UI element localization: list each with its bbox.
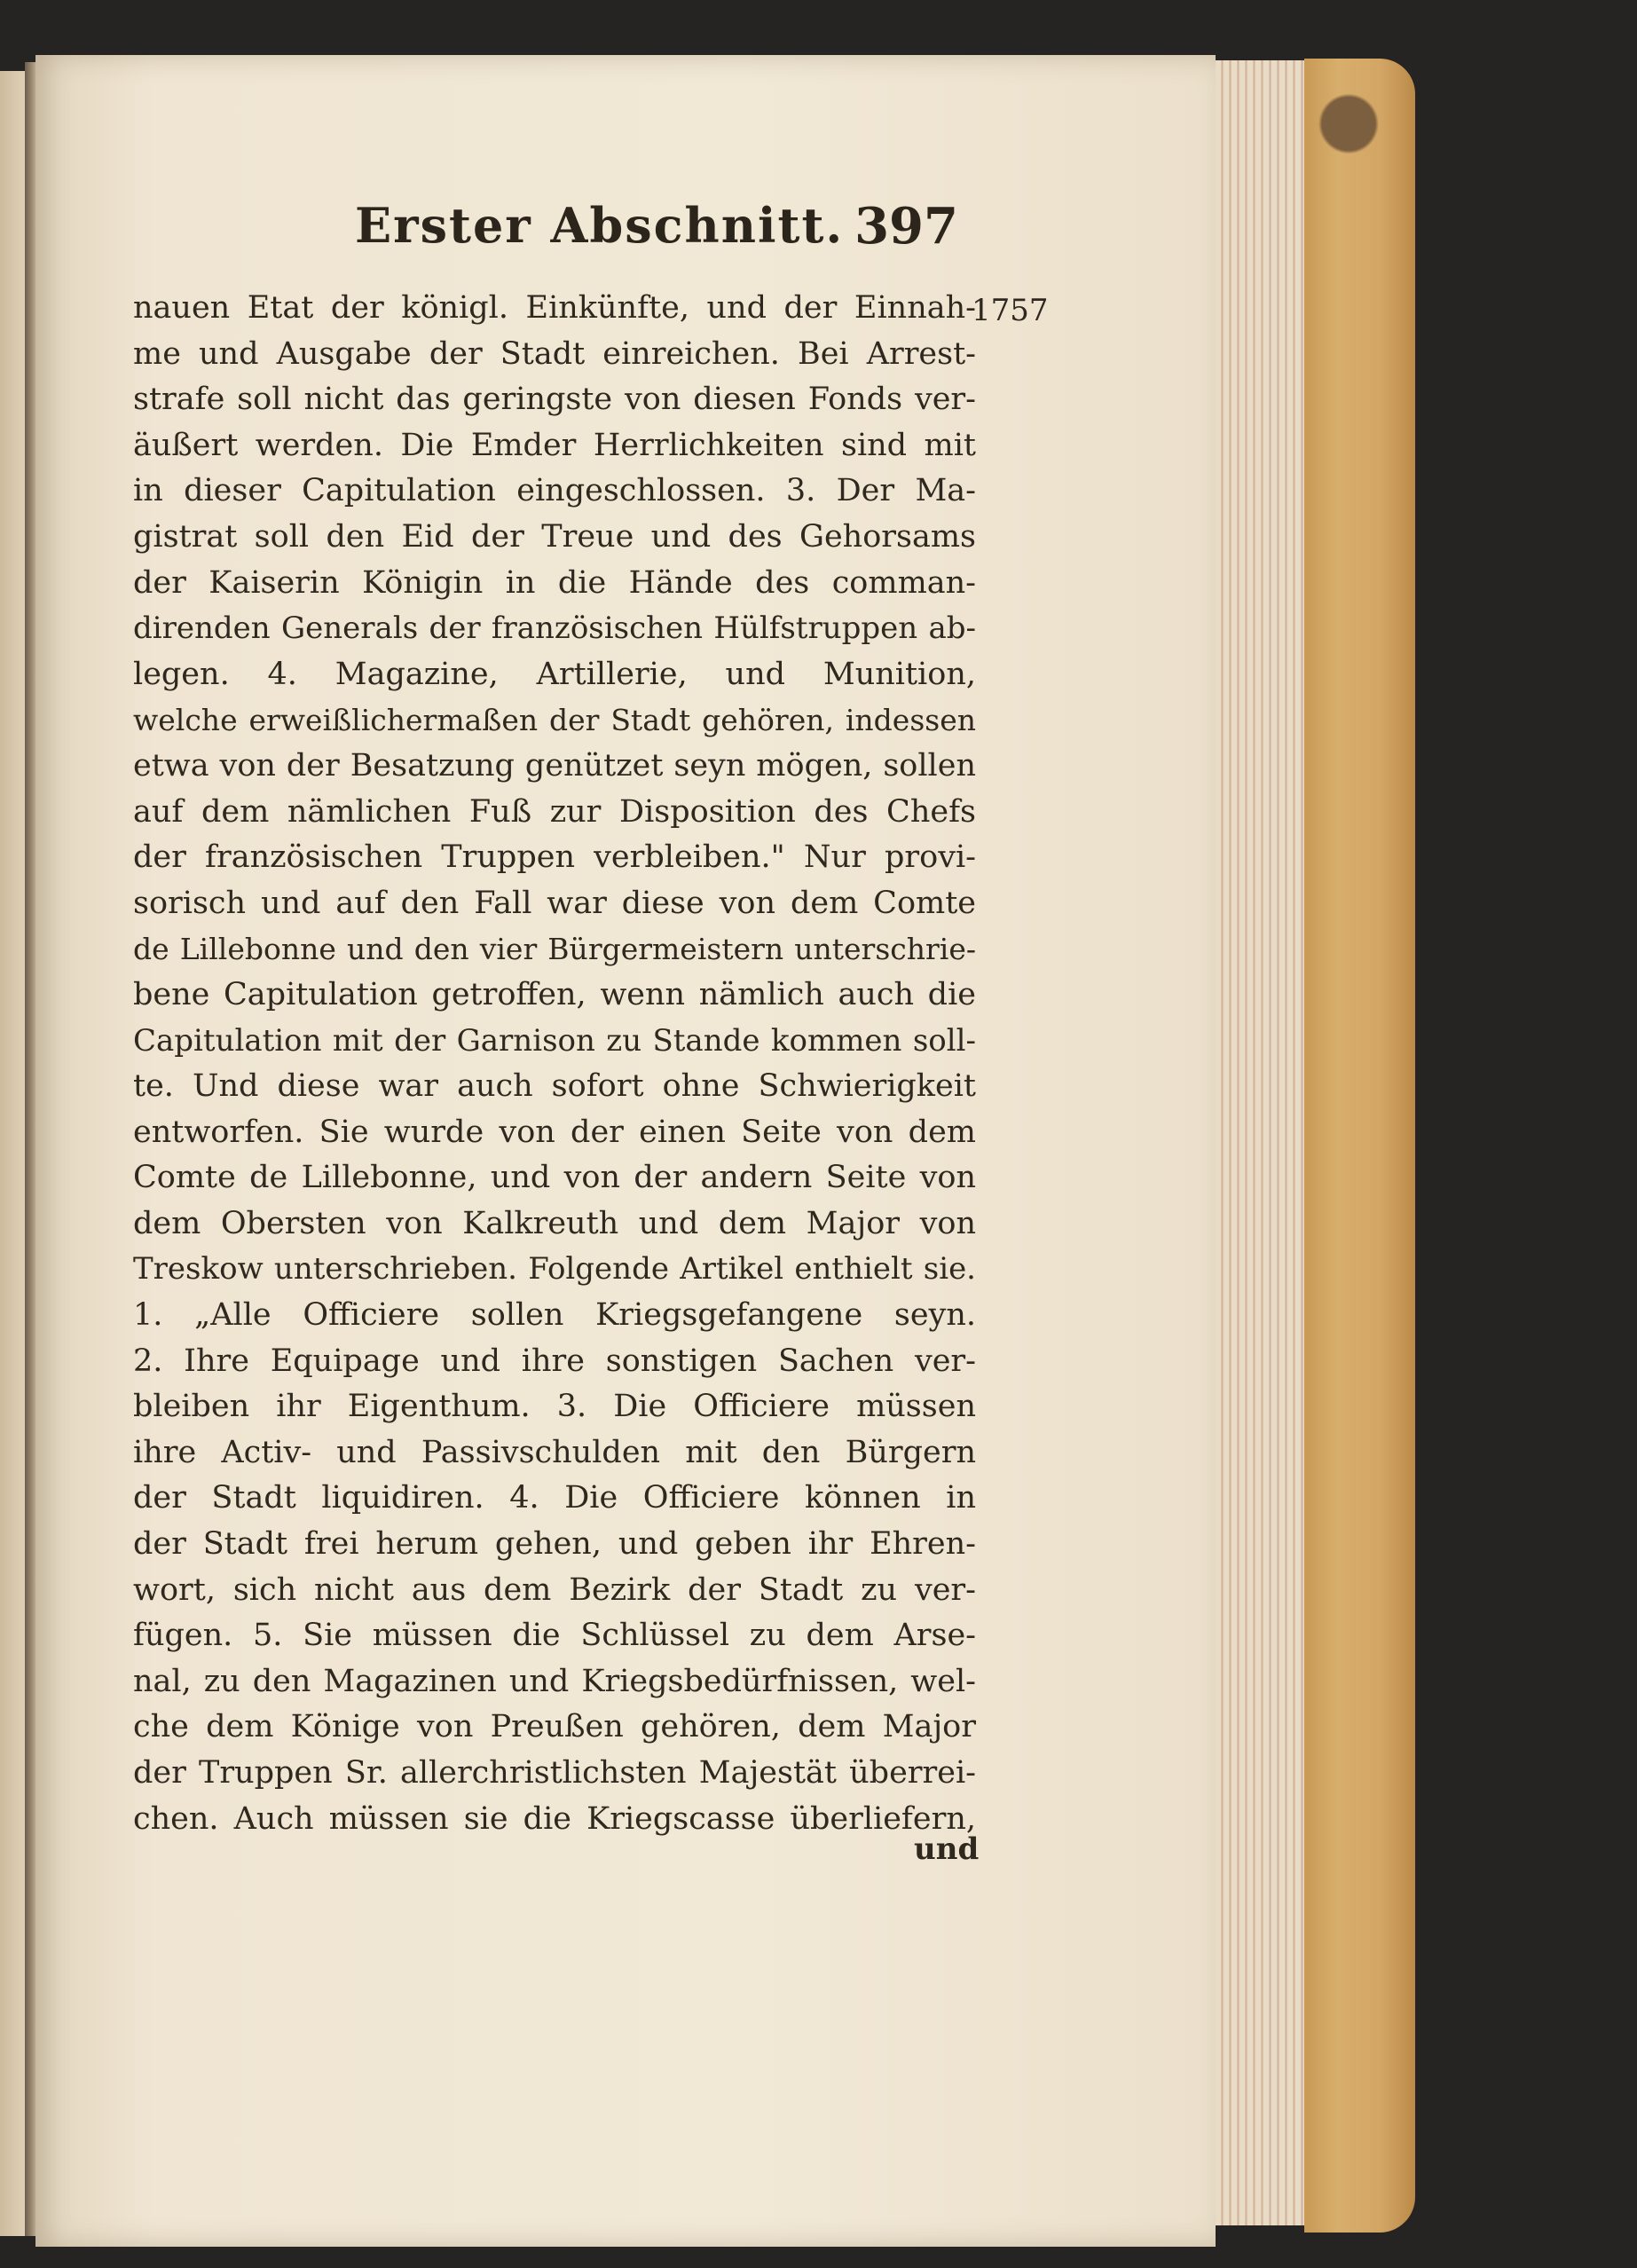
text-line: in dieser Capitulation eingeschlossen. 3. Der Ma- xyxy=(133,473,976,509)
text-line: te. Und diese war auch sofort ohne Schwierigkeit xyxy=(133,1068,976,1105)
body-text xyxy=(133,286,976,1842)
text-line: welche erweißlichermaßen der Stadt gehören, indessen xyxy=(133,703,976,738)
text-line: Comte de Lillebonne, und von der andern Seite von xyxy=(133,1160,976,1196)
margin-year-note: 1757 xyxy=(972,293,1049,328)
text-line: bene Capitulation getroffen, wenn nämlich auch die xyxy=(133,976,976,1012)
text-line: dem Obersten von Kalkreuth und dem Major von xyxy=(133,1205,976,1241)
text-line: direnden Generals der französischen Hülfstruppen ab- xyxy=(133,610,976,647)
text-line: ihre Activ- und Passivschulden mit den Bürgern xyxy=(133,1434,976,1470)
text-line: der Stadt liquidiren. 4. Die Officiere können in xyxy=(133,1480,976,1516)
book-cover-edge xyxy=(1304,59,1415,2233)
text-line: nauen Etat der königl. Einkünfte, und der Einnah- xyxy=(133,290,976,326)
text-line: äußert werden. Die Emder Herrlichkeiten sind mit xyxy=(133,427,976,463)
page-block-edges xyxy=(1207,60,1310,2225)
text-line: legen. 4. Magazine, Artillerie, und Munition, xyxy=(133,656,976,692)
text-line: sorisch und auf den Fall war diese von dem Comte xyxy=(133,885,976,921)
text-line: wort, sich nicht aus dem Bezirk der Stadt zu ver- xyxy=(133,1571,976,1608)
text-line: nal, zu den Magazinen und Kriegsbedürfnissen, wel- xyxy=(133,1663,976,1699)
text-line: chen. Auch müssen sie die Kriegscasse überliefern, xyxy=(133,1800,976,1837)
text-line: der Stadt frei herum gehen, und geben ihr Ehren- xyxy=(133,1526,976,1563)
text-line: 1. „Alle Officiere sollen Kriegsgefangene seyn. xyxy=(133,1297,976,1334)
text-line: strafe soll nicht das geringste von diesen Fonds ver- xyxy=(133,382,976,418)
text-line: der Kaiserin Königin in die Hände des comman- xyxy=(133,564,976,601)
text-line: etwa von der Besatzung genützet seyn mögen, sollen xyxy=(133,747,976,784)
text-line: gistrat soll den Eid der Treue und des Gehorsams xyxy=(133,518,976,555)
text-line: Capitulation mit der Garnison zu Stande kommen soll- xyxy=(133,1022,976,1059)
section-title: Erster Abschnitt. xyxy=(355,197,845,254)
catchword: und xyxy=(914,1831,980,1867)
text-line: der Truppen Sr. allerchristlichsten Majestät überrei- xyxy=(133,1755,976,1791)
running-header xyxy=(355,197,958,268)
text-line: me und Ausgabe der Stadt einreichen. Bei Arrest- xyxy=(133,335,976,372)
text-line: Treskow unterschrieben. Folgende Artikel enthielt sie. xyxy=(133,1251,976,1288)
text-line: der französischen Truppen verbleiben." Nur provi- xyxy=(133,839,976,876)
text-line: bleiben ihr Eigenthum. 3. Die Officiere müssen xyxy=(133,1389,976,1425)
page-number: 397 xyxy=(854,197,958,256)
text-line: entworfen. Sie wurde von der einen Seite von dem xyxy=(133,1114,976,1150)
text-line: che dem Könige von Preußen gehören, dem Major xyxy=(133,1709,976,1745)
text-line: 2. Ihre Equipage und ihre sonstigen Sachen ver- xyxy=(133,1343,976,1379)
text-line: de Lillebonne und den vier Bürgermeistern unterschrie- xyxy=(133,932,976,967)
text-line: auf dem nämlichen Fuß zur Disposition des Chefs xyxy=(133,793,976,830)
text-line: fügen. 5. Sie müssen die Schlüssel zu dem Arse- xyxy=(133,1618,976,1654)
